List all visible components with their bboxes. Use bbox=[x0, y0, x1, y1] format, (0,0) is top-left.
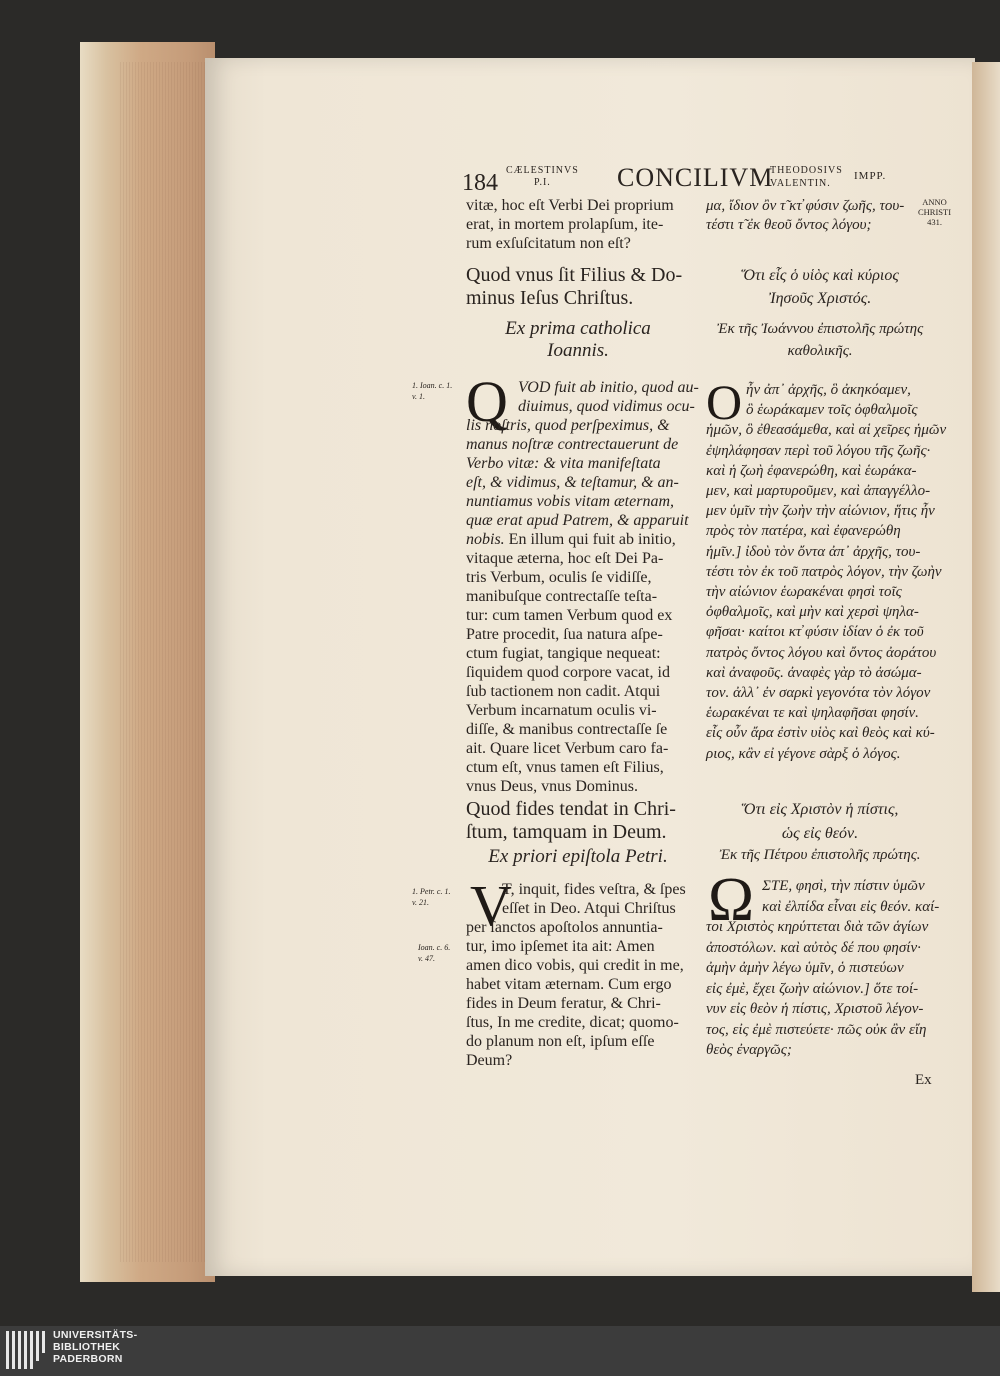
latin-paragraph-2: T, inquit, fides veſtra, & ſpes eſſet in Deo. Atqui Chriſtus per ſanctos apoſtolos annuntia- tur, imo ipſemet ita ait: Amen amen dico vobis, qui credit in me, habet vitam æternam. Cum ergo fides in Deum feratur, & Chri- ſtus, In me credite, dicat; quomo- do planum non eſt, ipſum eſſe Deum? bbox=[466, 881, 686, 1069]
greek-heading-2: Ὅτι εἰς Χριστὸν ἡ πίστις, ὡς εἰς θεόν. bbox=[741, 801, 899, 842]
library-logo-icon bbox=[6, 1331, 48, 1369]
latin-dropcap-1: Q bbox=[466, 369, 508, 434]
header-title: CONCILIVM bbox=[617, 163, 774, 192]
greek-intro: μα, ἴδιον ὂν τ̃ κτ̓ φύσιν ζωῆς, του- τέστι τ̃ ἐκ θεοῦ ὄντος λόγου; bbox=[706, 198, 905, 233]
header-right-suffix: IMPP. bbox=[854, 170, 887, 182]
library-name: UNIVERSITÄTS- BIBLIOTHEK PADERBORN bbox=[53, 1329, 138, 1365]
latin-heading-2: Quod fides tendat in Chri- ſtum, tamquam in Deum. bbox=[466, 798, 676, 843]
book-page-edges bbox=[80, 42, 215, 1282]
header-right: THEODOSIVS VALENTIN. bbox=[770, 165, 843, 189]
latin-intro: vitæ, hoc eſt Verbi Dei proprium erat, in mortem prolapſum, ite- rum exſuſcitatum non eſt? bbox=[466, 197, 674, 252]
facing-page-edge bbox=[972, 62, 1000, 1292]
side-note-year: ANNO CHRISTI 431. bbox=[918, 197, 952, 227]
greek-dropcap-2: Ω bbox=[708, 866, 755, 934]
header-left: CÆLESTINVS P.I. bbox=[506, 165, 579, 188]
latin-paragraph-1-continued: vitaque æterna, hoc eſt Dei Pa- tris Verbum, oculis ſe vidiſſe, manibuſque contrectaſſe teſta- tur: cum tamen Verbum quod ex Patre procedit, ſua natura aſpe- ctum fugiat, tangique nequeat: ſiquidem quod corpore vacat, id ſub tactionem non cadit. Atqui Verbum incarnatum oculis vi- diſſe, & manibus contrectaſſe ſe ait. Quare licet Verbum caro fa- ctum eſt, vnus tamen eſt Filius, vnus Deus, vnus Dominus. bbox=[466, 550, 673, 795]
margin-note-3: Ioan. c. 6. v. 47. bbox=[418, 943, 451, 963]
greek-heading-1: Ὅτι εἷς ὁ υἱὸς καὶ κύριος Ἰησοῦς Χριστός. bbox=[741, 267, 899, 307]
page-number: 184 bbox=[462, 170, 498, 196]
catchword: Ex bbox=[915, 1072, 932, 1088]
latin-subheading-2: Ex priori epiſtola Petri. bbox=[488, 846, 668, 867]
latin-paragraph-1: VOD fuit ab initio, quod au- diuimus, quod vidimus ocu- lis noſtris, quod perſpeximus, & manus noſtræ contrectauerunt de Verbo vitæ: & vita manifeſtata eſt, & vidimus, & teſtamur, & an- nuntiamus vobis vitam æternam, quæ erat apud Patrem, & apparuit nobis. En illum qui fuit ab initio, bbox=[466, 379, 699, 548]
footer-bar bbox=[0, 1326, 1000, 1376]
greek-subheading-1: Ἐκ τῆς Ἰωάννου ἐπιστολῆς πρώτης καθολικῆς. bbox=[716, 321, 924, 359]
latin-heading-1: Quod vnus ſit Filius & Do- minus Ieſus Chriſtus. bbox=[466, 264, 683, 309]
greek-paragraph-2: ΣΤΕ, φησὶ, τὴν πίστιν ὑμῶν καὶ ἐλπίδα εἶναι εἰς θεόν. καί- τοι Χριστὸς κηρύττεται διὰ τῶν ἁγίων ἀποστόλων. καὶ αὐτὸς δέ που φησίν· ἀμὴν ἀμὴν λέγω ὑμῖν, ὁ πιστεύων εἰς ἐμὲ, ἔχει ζωὴν αἰώνιον.] ὅτε τοί- νυν εἰς θεὸν ἡ πίστις, Χριστοῦ λέγον- τος, εἰς ἐμὲ πιστεύετε· πῶς οὐκ ἂν εἴη θεὸς ἐναργῶς; bbox=[706, 878, 940, 1058]
margin-note-2: 1. Petr. c. 1. v. 21. bbox=[412, 887, 451, 907]
greek-paragraph-1: ἦν ἀπ᾽ ἀρχῆς, ὃ ἀκηκόαμεν, ὃ ἑωράκαμεν τοῖς ὀφθαλμοῖς ἡμῶν, ὃ ἐθεασάμεθα, καὶ αἱ χεῖρες ἡμῶν ἐψηλάφησαν περὶ τοῦ λόγου τῆς ζωῆς· καὶ ἡ ζωὴ ἐφανερώθη, καὶ ἑωράκα- μεν, καὶ μαρτυροῦμεν, καὶ ἀπαγγέλλο- μεν ὑμῖν τὴν ζωὴν τὴν αἰώνιον, ἥτις ἦν πρὸς τὸν πατέρα, καὶ ἐφανερώθη ἡμῖν.] ἰδοὺ τὸν ὄντα ἀπ᾽ ἀρχῆς, του- τέστι τὸν ἐκ τοῦ πατρὸς λόγον, τὴν ζωὴν τὴν αἰώνιον ἑωρακέναι φησὶ τοῖς ὀφθαλμοῖς, καὶ μὴν καὶ χερσὶ ψηλα- φῆσαι· καίτοι κτ̓ φύσιν ἰδίαν ὁ ἐκ τοῦ πατρὸς ὄντος λόγου καὶ ὄντος ἀοράτου καὶ ἀναφοῦς. ἀναφὲς γὰρ τὸ ἀσώμα- τον. ἀλλ᾽ ἐν σαρκὶ γεγονότα τὸν λόγον ἑωρακέναι τε καὶ ψηλαφῆσαι φησίν. εἷς οὖν ἄρα ἐστὶν υἱὸς καὶ θεὸς καὶ κύ- ριος, κἂν εἰ γέγονε σὰρξ ὁ λόγος. bbox=[706, 382, 947, 762]
latin-subheading-1: Ex prima catholica Ioannis. bbox=[505, 318, 651, 361]
margin-note-1: 1. Ioan. c. 1. v. 1. bbox=[412, 381, 453, 401]
greek-subheading-2: Ἐκ τῆς Πέτρου ἐπιστολῆς πρώτης. bbox=[719, 847, 921, 863]
latin-dropcap-2: V bbox=[470, 873, 512, 938]
greek-dropcap-1: Ο bbox=[706, 374, 743, 430]
